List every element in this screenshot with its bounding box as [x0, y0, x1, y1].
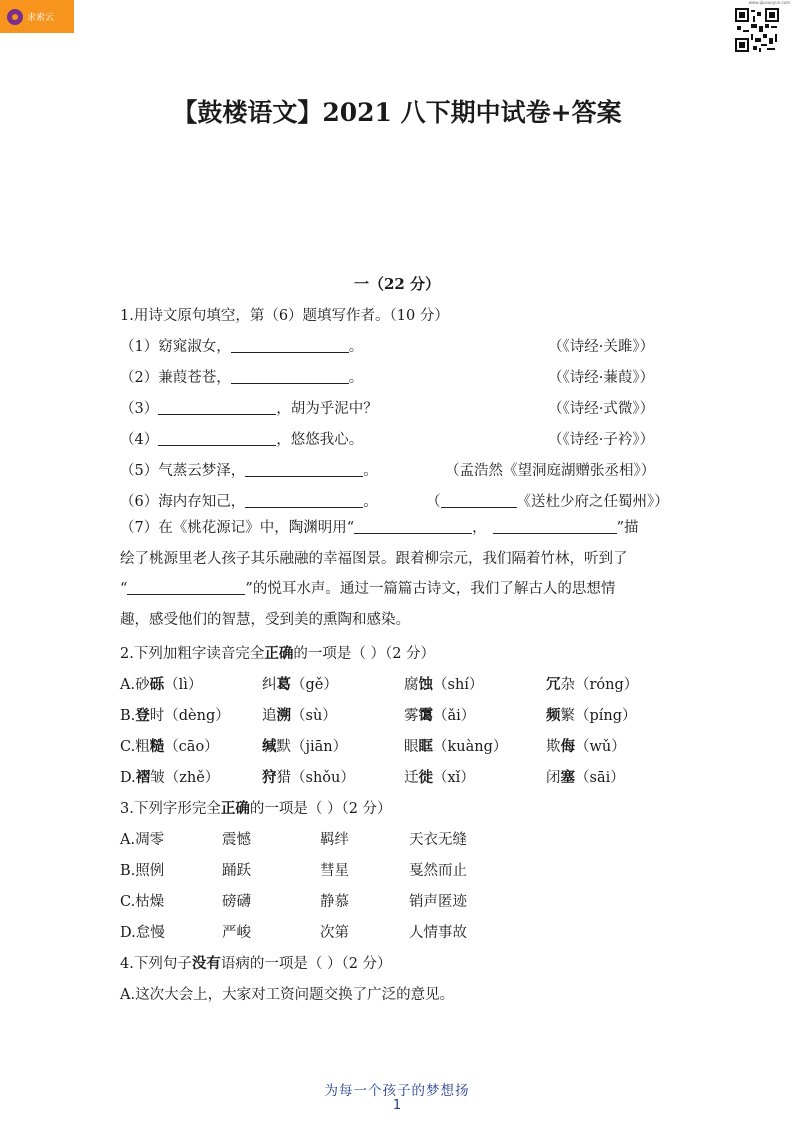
- q3-option-d[interactable]: D.怠慢: [120, 925, 165, 941]
- item-pre: （3）: [120, 401, 159, 417]
- q3-stem: [120, 797, 392, 818]
- q2-option-d1[interactable]: D.褶皱（zhě）: [120, 769, 220, 786]
- q2-option-a2: 纠葛（gě）: [262, 676, 338, 693]
- item-pre: （6）海内存知己，: [120, 494, 246, 510]
- source-open: （: [426, 494, 441, 510]
- q3-word: 踊跃: [222, 863, 251, 879]
- q3-word: 震憾: [222, 832, 251, 848]
- stem-text: 2.下列加粗字读音完全: [120, 646, 265, 662]
- q1-item-6: [120, 490, 378, 511]
- source-title: 《送杜少府之任蜀州》）: [516, 494, 669, 510]
- q1-source-4: （《诗经·子衿》）: [548, 432, 655, 448]
- q2-option-a3: 腐蚀（shí）: [404, 676, 484, 693]
- p7-f: ”的悦耳水声。通过一篇篇古诗文，我们了解古人的思想情: [245, 581, 616, 597]
- answer-blank[interactable]: [354, 519, 472, 534]
- q2-option-a4: 冗杂（róng）: [546, 676, 639, 693]
- q3-word: 销声匿迹: [409, 894, 467, 910]
- q2-option-c3: 眼眶（kuàng）: [404, 738, 508, 755]
- item-post: ，悠悠我心。: [276, 432, 364, 448]
- item-pre: （4）: [120, 432, 159, 448]
- q1-item-2: [120, 366, 363, 387]
- item-post: 。: [363, 463, 378, 479]
- answer-blank[interactable]: [158, 400, 276, 415]
- q2-option-b1[interactable]: B.登时（dèng）: [120, 707, 230, 724]
- q3-word: 羁绊: [320, 832, 349, 848]
- brand-logo[interactable]: [0, 0, 74, 33]
- q3-word: 戛然而止: [409, 863, 467, 879]
- brand-mark-icon: [7, 9, 23, 25]
- q2-option-b2: 追溯（sù）: [262, 707, 337, 724]
- answer-blank[interactable]: [245, 493, 363, 508]
- answer-blank[interactable]: [245, 462, 363, 477]
- q2-option-d4: 闭塞（sāi）: [546, 769, 625, 786]
- q1-item-5: [120, 459, 378, 480]
- q3-option-a[interactable]: A.凋零: [120, 832, 165, 848]
- q1-stem: 1.用诗文原句填空，第（6）题填写作者。（10 分）: [120, 308, 449, 324]
- p7-c: ”描: [616, 520, 639, 536]
- p7-g: 趣，感受他们的智慧，受到美的熏陶和感染。: [120, 611, 410, 628]
- page-number: 1: [392, 1098, 402, 1113]
- q1-item-1: [120, 335, 363, 356]
- item-post: ，胡为乎泥中？: [276, 401, 378, 417]
- q2-option-b3: 雾霭（ǎi）: [404, 707, 476, 724]
- q2-option-c1[interactable]: C.粗糙（cāo）: [120, 738, 219, 755]
- q2-option-a1[interactable]: A.砂砾（lì）: [120, 676, 203, 693]
- page-title: 【鼓楼语文】2021 八下期中试卷+答案: [172, 98, 622, 127]
- p7-b: ，: [472, 520, 487, 536]
- q2-option-c4: 欺侮（wǔ）: [546, 738, 626, 755]
- q1-source-3: （《诗经·式微》）: [548, 401, 655, 417]
- brand-logo-text: 求索云: [27, 13, 55, 23]
- stem-text: 4.下列句子: [120, 956, 192, 972]
- q1-source-6: [426, 490, 669, 511]
- answer-blank[interactable]: [231, 338, 349, 353]
- qr-code-icon[interactable]: [735, 8, 779, 52]
- section-heading: 一（22 分）: [353, 275, 441, 293]
- q3-option-c[interactable]: C.枯燥: [120, 894, 165, 910]
- q2-option-c2: 缄默（jiān）: [262, 738, 348, 755]
- item-post: 。: [348, 339, 364, 355]
- item-post: 。: [363, 494, 378, 510]
- p7-a: （7）在《桃花源记》中，陶渊明用“: [120, 520, 355, 536]
- q1-source-1: （《诗经·关雎》）: [548, 339, 655, 355]
- footer-slogan: 为每一个孩子的梦想扬: [324, 1083, 470, 1099]
- qr-caption: www.qiusuoyun.com: [748, 0, 790, 5]
- q2-option-d2: 狩猎（shǒu）: [262, 769, 355, 786]
- stem-text: 语病的一项是（ ）（2 分）: [220, 956, 392, 972]
- q1-item-3: [120, 397, 378, 418]
- p7-d: 绘了桃源里老人孩子其乐融融的幸福图景。跟着柳宗元，我们隔着竹林，听到了: [120, 550, 628, 567]
- q1-source-5: （孟浩然《望洞庭湖赠张丞相》）: [445, 463, 656, 479]
- q3-option-b[interactable]: B.照例: [120, 863, 165, 879]
- q2-stem: [120, 642, 435, 663]
- q2-option-d3: 迁徙（xǐ）: [404, 769, 475, 786]
- answer-blank[interactable]: [493, 519, 617, 534]
- q4-option-a[interactable]: A.这次大会上，大家对工资问题交换了广泛的意见。: [120, 987, 455, 1003]
- q3-word: 严峻: [222, 925, 251, 941]
- answer-blank[interactable]: [127, 580, 245, 595]
- item-post: 。: [348, 370, 364, 386]
- q3-word: 人情事故: [409, 925, 467, 941]
- stem-text: 的一项是（ ）（2 分）: [293, 646, 436, 662]
- item-pre: （5）气蒸云梦泽，: [120, 463, 246, 479]
- stem-text: 的一项是（ ）（2 分）: [249, 801, 392, 817]
- q3-word: 磅礴: [222, 894, 251, 910]
- q3-word: 天衣无缝: [409, 832, 467, 848]
- q3-word: 静慕: [320, 894, 349, 910]
- q4-stem: [120, 952, 392, 973]
- q3-word: 次第: [320, 925, 349, 941]
- item-pre: （1）窈窕淑女，: [120, 339, 231, 355]
- q2-option-b4: 频繁（píng）: [546, 707, 637, 724]
- q1-item-7: [120, 513, 680, 635]
- answer-blank[interactable]: [158, 431, 276, 446]
- answer-blank[interactable]: [231, 369, 349, 384]
- item-pre: （2）兼葭苍苍，: [120, 370, 231, 386]
- q1-source-2: （《诗经·蒹葭》）: [548, 370, 655, 386]
- q1-item-4: [120, 428, 363, 449]
- stem-emphasis: 没有: [191, 955, 221, 972]
- q3-word: 彗星: [320, 863, 349, 879]
- author-blank[interactable]: [441, 493, 517, 508]
- stem-emphasis: 正确: [220, 800, 250, 817]
- p7-e: “: [120, 581, 128, 597]
- stem-text: 3.下列字形完全: [120, 801, 221, 817]
- stem-emphasis: 正确: [264, 645, 294, 662]
